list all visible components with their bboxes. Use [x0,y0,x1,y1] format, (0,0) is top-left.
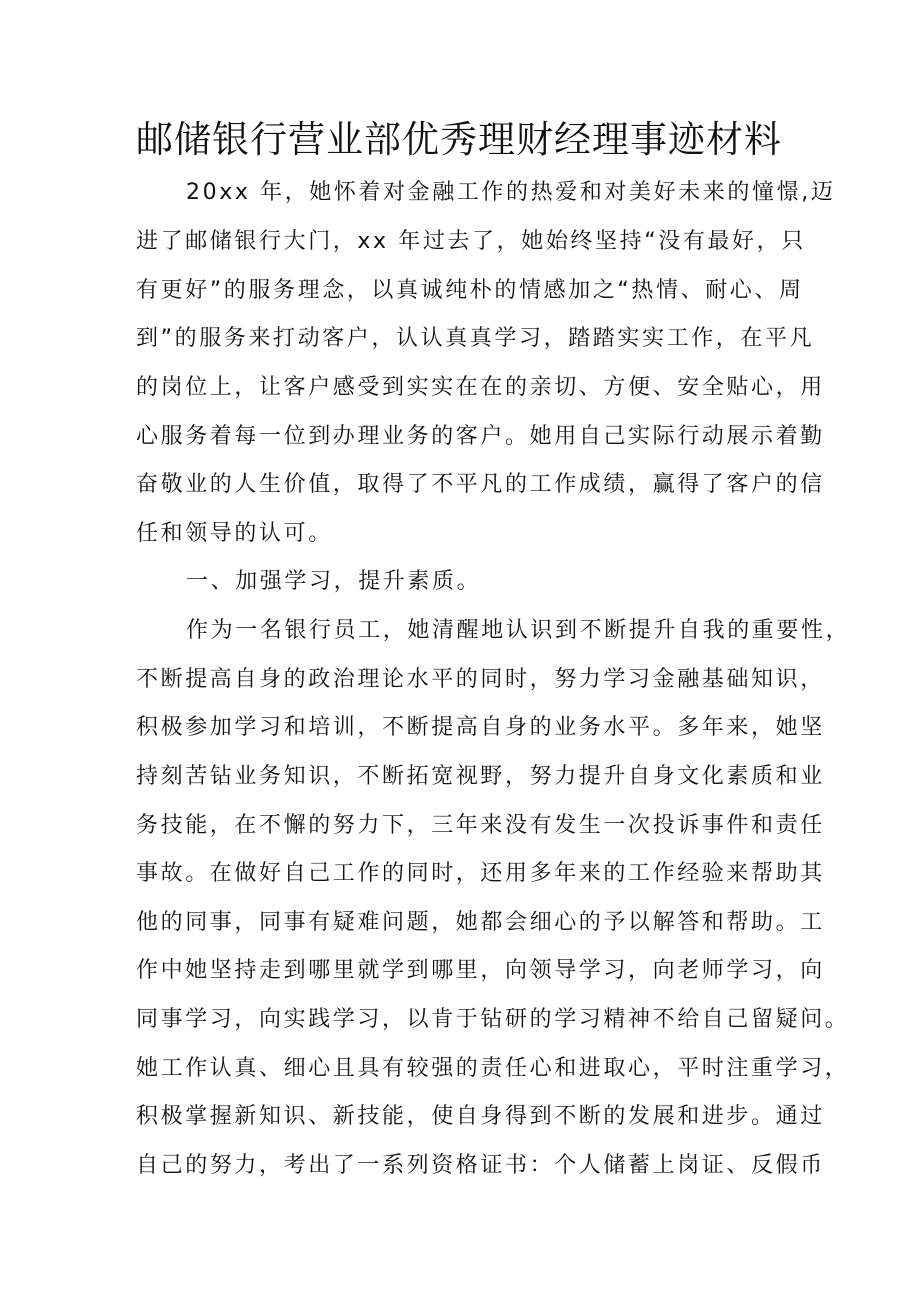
paragraph-line: 作中她坚持走到哪里就学到哪里，向领导学习，向老师学习，向 [136,958,825,983]
paragraph-line: 到”的服务来打动客户，认认真真学习，踏踏实实工作，在平凡 [136,326,815,351]
paragraph-line: 积极参加学习和培训，不断提高自身的业务水平。多年来，她坚 [136,715,825,740]
paragraph-line: 同事学习，向实践学习，以肯于钻研的学习精神不给自己留疑问。 [136,1007,850,1032]
paragraph-line: 持刻苦钻业务知识，不断拓宽视野，努力提升自身文化素质和业 [136,764,825,789]
paragraph-line: 自己的努力，考出了一系列资格证书：个人储蓄上岗证、反假币 [136,1153,825,1178]
paragraph-line: 积极掌握新知识、新技能，使自身得到不断的发展和进步。通过 [136,1104,825,1129]
paragraph-line: 心服务着每一位到办理业务的客户。她用自己实际行动展示着勤 [136,424,825,449]
paragraph-line: 他的同事，同事有疑难问题，她都会细心的予以解答和帮助。工 [136,910,825,935]
paragraph-line: 有更好”的服务理念，以真诚纯朴的情感加之“热情、耐心、周 [136,278,804,303]
section-heading: 一、加强学习，提升素质。 [186,569,482,594]
paragraph-line: 奋敬业的人生价值，取得了不平凡的工作成绩，赢得了客户的信 [136,472,825,497]
paragraph-line: 务技能，在不懈的努力下，三年来没有发生一次投诉事件和责任 [136,813,825,838]
paragraph-line: 任和领导的认可。 [136,521,333,546]
paragraph-line: 她工作认真、细心且具有较强的责任心和进取心，平时注重学习， [136,1056,850,1081]
paragraph-line: 进了邮储银行大门，xx 年过去了，她始终坚持“没有最好，只 [136,229,806,254]
paragraph-line: 的岗位上，让客户感受到实实在在的亲切、方便、安全贴心，用 [136,375,825,400]
paragraph-line: 20xx 年，她怀着对金融工作的热爱和对美好未来的憧憬,迈 [186,180,836,205]
paragraph-line: 事故。在做好自己工作的同时，还用多年来的工作经验来帮助其 [136,861,825,886]
document-title: 邮储银行营业部优秀理财经理事迹材料 [136,118,782,161]
paragraph-line: 不断提高自身的政治理论水平的同时，努力学习金融基础知识， [136,667,825,692]
paragraph-line: 作为一名银行员工，她清醒地认识到不断提升自我的重要性， [186,618,851,643]
